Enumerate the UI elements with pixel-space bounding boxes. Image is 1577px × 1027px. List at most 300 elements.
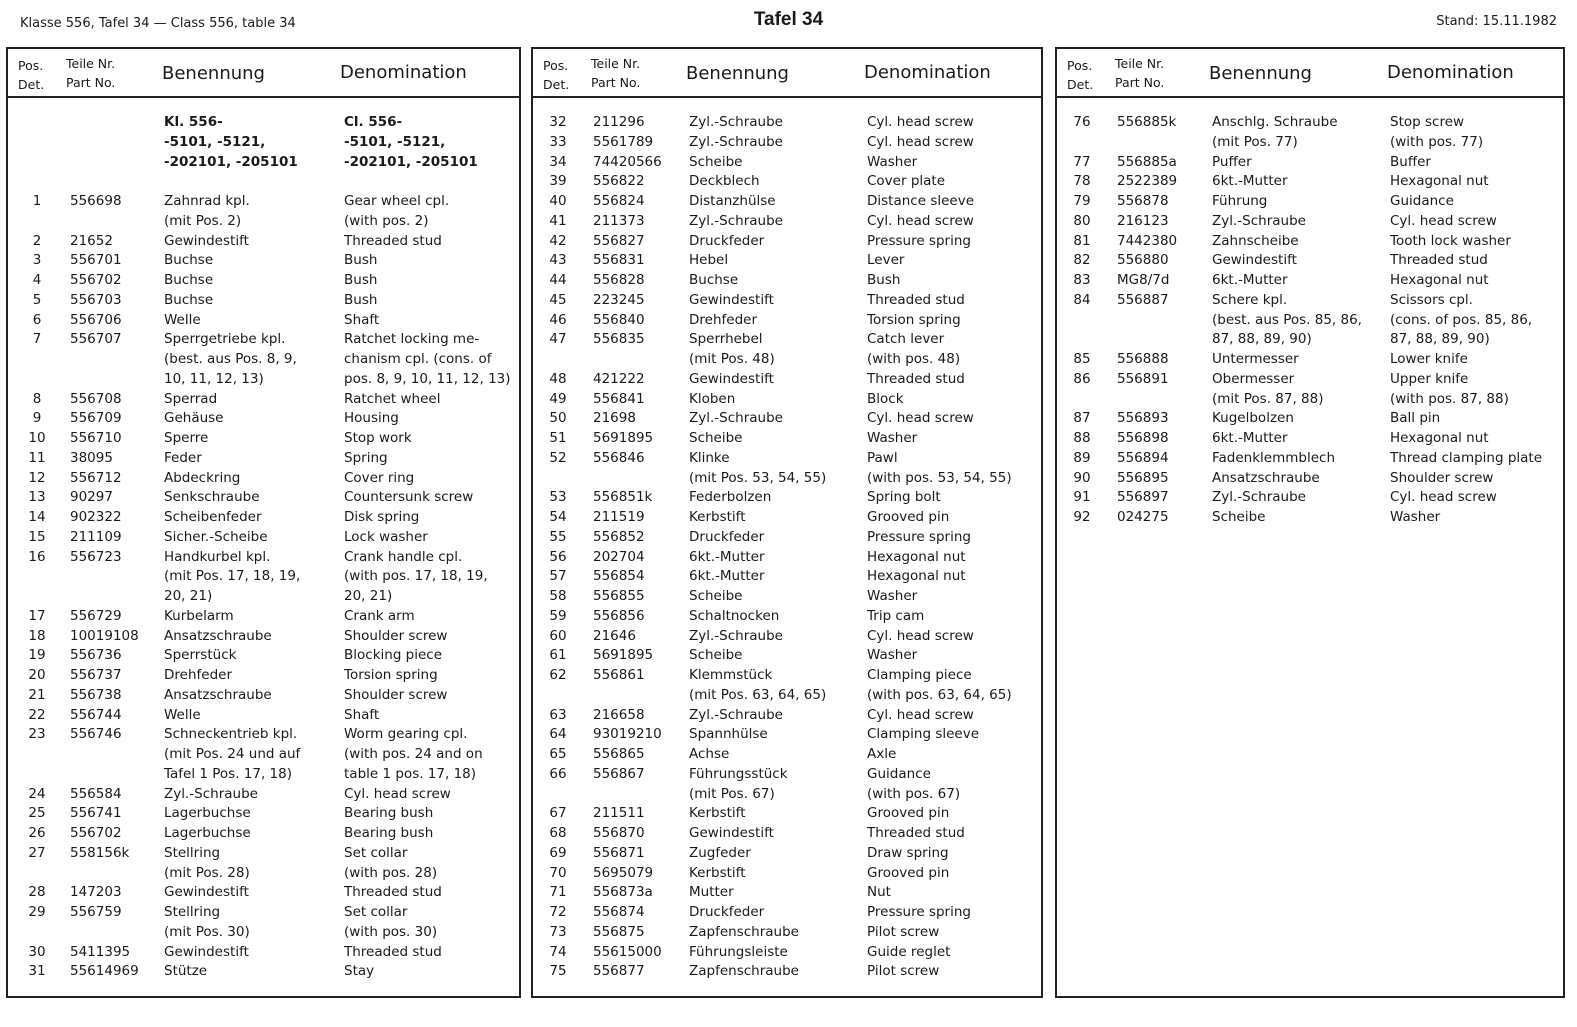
cell-pos: 7 <box>32 331 42 348</box>
cell-part-number: 556741 <box>70 805 122 822</box>
cell-pos: 75 <box>549 963 567 980</box>
cell-denomination: Washer <box>867 153 918 170</box>
cell-benennung: Sperrad <box>164 390 218 407</box>
cell-part-number: 556867 <box>593 765 645 782</box>
cell-pos: 63 <box>549 706 567 723</box>
cell-benennung: Buchse <box>164 252 214 269</box>
cell-pos: 51 <box>549 430 567 446</box>
col-teilenr-label: Teile Nr. <box>1115 56 1165 71</box>
cell-denomination: Cyl. head screw <box>867 114 974 130</box>
cell-benennung: 6kt.-Mutter <box>1212 430 1288 446</box>
table-row <box>533 706 1041 726</box>
cell-pos: 10 <box>28 430 46 446</box>
cell-denomination: Ball pin <box>1390 410 1441 427</box>
cell-benennung: Feder <box>164 449 202 466</box>
cell-pos: 45 <box>549 291 567 308</box>
cell-denomination: Cl. 556- <box>344 114 403 130</box>
cell-benennung: 6kt.-Mutter <box>1212 173 1288 190</box>
table-header <box>533 49 1041 98</box>
cell-pos: 77 <box>1073 153 1091 170</box>
cell-part-number: 556852 <box>593 528 645 545</box>
cell-denomination: Hexagonal nut <box>1390 430 1489 446</box>
cell-part-number: 556824 <box>593 193 645 209</box>
col-det-label: Det. <box>1067 77 1094 92</box>
col-pos-header <box>543 56 569 94</box>
cell-part-number: 556871 <box>593 844 645 861</box>
table-row <box>533 113 1041 133</box>
col-denomination-header: Denomination <box>864 62 991 83</box>
cell-benennung: Untermesser <box>1212 351 1299 367</box>
col-det-label: Det. <box>18 77 45 92</box>
cell-part-number: 556584 <box>70 785 122 802</box>
cell-benennung: 87, 88, 89, 90) <box>1212 331 1312 348</box>
col-teilenr-label: Teile Nr. <box>66 56 116 71</box>
cell-benennung: (mit Pos. 63, 64, 65) <box>689 686 827 703</box>
cell-pos: 40 <box>549 193 567 209</box>
table-row <box>533 765 1041 785</box>
cell-benennung: Kerbstift <box>689 805 746 822</box>
cell-denomination: (with pos. 87, 88) <box>1390 390 1509 407</box>
cell-pos: 33 <box>549 133 567 150</box>
cell-pos: 43 <box>549 252 567 269</box>
table-row <box>533 804 1041 824</box>
cell-benennung: Drehfeder <box>689 311 757 328</box>
table-row <box>1057 449 1563 469</box>
col-benennung-header: Benennung <box>686 63 789 84</box>
cell-pos: 55 <box>549 528 567 545</box>
cell-benennung: (mit Pos. 17, 18, 19, <box>164 568 301 585</box>
cell-pos: 13 <box>28 489 46 506</box>
col-partno-header <box>591 54 640 92</box>
table-row <box>533 903 1041 923</box>
table-row <box>8 903 519 923</box>
table-row <box>8 429 519 449</box>
table-row <box>8 923 519 943</box>
cell-benennung: -5101, -5121, <box>164 133 266 150</box>
cell-pos: 27 <box>28 844 46 861</box>
cell-part-number: 556851k <box>593 489 653 506</box>
cell-benennung: Drehfeder <box>164 667 232 683</box>
cell-benennung: Obermesser <box>1212 370 1295 387</box>
cell-denomination: Distance sleeve <box>867 193 975 209</box>
cell-denomination: Shoulder screw <box>344 627 448 644</box>
cell-part-number: 556831 <box>593 252 645 269</box>
col-partno-header <box>1115 54 1164 92</box>
table-row <box>8 824 519 844</box>
cell-pos: 15 <box>28 528 46 545</box>
cell-pos: 34 <box>549 153 567 170</box>
cell-part-number: 556698 <box>70 193 122 209</box>
cell-part-number: 556708 <box>70 390 122 407</box>
cell-denomination: Lever <box>867 252 905 269</box>
table-row <box>533 923 1041 943</box>
cell-part-number: 556880 <box>1117 252 1169 269</box>
cell-denomination: Cyl. head screw <box>867 410 974 427</box>
cell-benennung: Gewindestift <box>689 825 774 841</box>
cell-benennung: 6kt.-Mutter <box>689 568 765 585</box>
cell-denomination: (with pos. 2) <box>344 212 429 229</box>
cell-pos: 48 <box>549 370 567 387</box>
table-row <box>8 113 519 133</box>
cell-part-number: 216658 <box>593 706 645 723</box>
cell-denomination: Grooved pin <box>867 864 950 881</box>
cell-part-number: 556846 <box>593 449 645 466</box>
table-row <box>8 291 519 311</box>
header-class-table: Klasse 556, Tafel 34 — Class 556, table 34 <box>20 16 296 31</box>
cell-benennung: Zyl.-Schraube <box>164 785 258 802</box>
cell-denomination: Buffer <box>1390 153 1431 170</box>
table-body <box>1057 98 1563 528</box>
cell-pos: 84 <box>1073 291 1091 308</box>
cell-denomination: Cyl. head screw <box>867 133 974 150</box>
cell-part-number: 10019108 <box>70 627 139 644</box>
cell-pos: 81 <box>1073 232 1091 249</box>
cell-denomination: Axle <box>867 746 897 762</box>
cell-denomination: Grooved pin <box>867 509 950 525</box>
table-row <box>1057 508 1563 528</box>
table-row <box>533 449 1041 469</box>
cell-pos: 4 <box>32 272 42 288</box>
cell-part-number: 556736 <box>70 647 122 664</box>
cell-benennung: Druckfeder <box>689 232 765 249</box>
table-row <box>533 153 1041 173</box>
table-row <box>8 686 519 706</box>
table-row <box>1057 370 1563 390</box>
cell-benennung: Scheibe <box>689 588 743 604</box>
cell-part-number: 556712 <box>70 469 122 486</box>
table-row <box>533 212 1041 232</box>
cell-part-number: 556701 <box>70 252 122 269</box>
cell-pos: 25 <box>28 805 46 822</box>
table-row <box>533 172 1041 192</box>
table-row <box>1057 153 1563 173</box>
table-row <box>8 962 519 982</box>
cell-benennung: Senkschraube <box>164 489 260 506</box>
cell-denomination: pos. 8, 9, 10, 11, 12, 13) <box>344 370 511 387</box>
col-partno-label: Part No. <box>66 75 116 90</box>
cell-denomination: (cons. of pos. 85, 86, <box>1390 311 1533 328</box>
cell-pos: 49 <box>549 390 567 407</box>
cell-pos: 8 <box>32 390 42 407</box>
cell-benennung: Ansatzschraube <box>164 686 272 703</box>
cell-pos: 92 <box>1073 509 1091 525</box>
cell-part-number: 556702 <box>70 825 122 841</box>
cell-denomination: Pilot screw <box>867 963 940 980</box>
cell-benennung: Kl. 556- <box>164 114 223 130</box>
table-row <box>8 232 519 252</box>
cell-pos: 1 <box>32 193 42 209</box>
cell-part-number: 556895 <box>1117 469 1169 486</box>
cell-pos: 28 <box>28 884 46 901</box>
col-denomination-header: Denomination <box>1387 62 1514 83</box>
cell-benennung: Fadenklemmblech <box>1212 449 1336 466</box>
cell-part-number: 211511 <box>593 805 645 822</box>
cell-pos: 39 <box>549 173 567 190</box>
cell-part-number: 556744 <box>70 706 122 723</box>
cell-denomination: (with pos. 24 and on <box>344 746 483 762</box>
cell-denomination: Crank arm <box>344 607 415 624</box>
cell-denomination: (with pos. 53, 54, 55) <box>867 469 1012 486</box>
cell-part-number: 556729 <box>70 607 122 624</box>
cell-denomination: (with pos. 63, 64, 65) <box>867 686 1012 703</box>
table-row <box>533 548 1041 568</box>
table-row <box>533 725 1041 745</box>
cell-denomination: -202101, -205101 <box>344 153 478 170</box>
cell-benennung: Gewindestift <box>689 291 774 308</box>
table-row <box>1057 133 1563 153</box>
cell-pos: 47 <box>549 331 567 348</box>
cell-denomination: Shoulder screw <box>344 686 448 703</box>
cell-benennung: Druckfeder <box>689 904 765 920</box>
cell-part-number: 556893 <box>1117 410 1169 427</box>
cell-denomination: Set collar <box>344 904 408 920</box>
cell-benennung: Welle <box>164 706 201 723</box>
table-row <box>8 706 519 726</box>
cell-pos: 31 <box>28 963 46 980</box>
table-row <box>8 271 519 291</box>
table-row <box>1057 488 1563 508</box>
table-row <box>533 883 1041 903</box>
cell-denomination: Hexagonal nut <box>867 568 966 585</box>
cell-part-number: 556840 <box>593 311 645 328</box>
cell-denomination: Grooved pin <box>867 805 950 822</box>
table-row <box>533 528 1041 548</box>
cell-benennung: Anschlg. Schraube <box>1212 114 1338 130</box>
parts-table-panel-1 <box>6 47 521 998</box>
cell-part-number: 556702 <box>70 272 122 288</box>
cell-pos: 78 <box>1073 173 1091 190</box>
cell-pos: 6 <box>32 311 42 328</box>
cell-part-number: 556738 <box>70 686 122 703</box>
cell-part-number: 556878 <box>1117 193 1169 209</box>
table-row <box>1057 390 1563 410</box>
col-det-label: Det. <box>543 77 570 92</box>
cell-denomination: Pressure spring <box>867 904 971 920</box>
cell-denomination: Washer <box>867 588 918 604</box>
cell-part-number: 556835 <box>593 331 645 348</box>
col-partno-label: Part No. <box>591 75 641 90</box>
cell-pos: 59 <box>549 607 567 624</box>
cell-pos: 67 <box>549 805 567 822</box>
cell-benennung: Lagerbuchse <box>164 825 251 841</box>
col-teilenr-label: Teile Nr. <box>591 56 641 71</box>
cell-pos: 87 <box>1073 410 1091 427</box>
cell-benennung: Distanzhülse <box>689 193 776 209</box>
cell-denomination: Pawl <box>867 449 898 466</box>
cell-benennung: Ansatzschraube <box>1212 469 1320 486</box>
cell-benennung: Kerbstift <box>689 509 746 525</box>
cell-part-number: 556870 <box>593 825 645 841</box>
table-row-spacer <box>8 172 519 192</box>
table-row <box>8 409 519 429</box>
table-row <box>533 350 1041 370</box>
cell-denomination: Pressure spring <box>867 232 971 249</box>
table-row <box>8 133 519 153</box>
table-row <box>8 627 519 647</box>
cell-pos: 85 <box>1073 351 1091 367</box>
table-row <box>533 291 1041 311</box>
cell-benennung: Sperre <box>164 430 209 446</box>
cell-part-number: 21646 <box>593 627 636 644</box>
cell-denomination: Cyl. head screw <box>344 785 451 802</box>
table-body <box>8 98 519 982</box>
cell-pos: 90 <box>1073 469 1091 486</box>
cell-part-number: 556898 <box>1117 430 1169 446</box>
cell-benennung: Sperrgetriebe kpl. <box>164 331 286 348</box>
cell-part-number: 147203 <box>70 884 122 901</box>
cell-pos: 50 <box>549 410 567 427</box>
table-row <box>8 646 519 666</box>
table-header <box>8 49 519 98</box>
cell-pos: 30 <box>28 943 46 960</box>
cell-pos: 41 <box>549 212 567 229</box>
cell-denomination: Tooth lock washer <box>1390 232 1511 249</box>
table-row <box>533 488 1041 508</box>
cell-benennung: Sperrstück <box>164 647 237 664</box>
table-row <box>533 508 1041 528</box>
cell-benennung: Zyl.-Schraube <box>689 627 783 644</box>
cell-pos: 88 <box>1073 430 1091 446</box>
table-row <box>8 251 519 271</box>
cell-benennung: Ansatzschraube <box>164 627 272 644</box>
cell-part-number: 556827 <box>593 232 645 249</box>
cell-pos: 56 <box>549 548 567 565</box>
cell-pos: 72 <box>549 904 567 920</box>
cell-benennung: Zahnrad kpl. <box>164 193 250 209</box>
table-row <box>533 587 1041 607</box>
table-header <box>1057 49 1563 98</box>
table-row <box>533 864 1041 884</box>
cell-benennung: Zapfenschraube <box>689 923 799 940</box>
table-row <box>533 646 1041 666</box>
cell-part-number: 74420566 <box>593 153 662 170</box>
cell-part-number: 556759 <box>70 904 122 920</box>
cell-pos: 17 <box>28 607 46 624</box>
cell-denomination: Upper knife <box>1390 370 1469 387</box>
cell-part-number: 556877 <box>593 963 645 980</box>
cell-part-number: MG8/7d <box>1117 272 1170 288</box>
cell-benennung: Zugfeder <box>689 844 751 861</box>
table-row <box>533 133 1041 153</box>
cell-part-number: 55615000 <box>593 943 662 960</box>
cell-benennung: Deckblech <box>689 173 760 190</box>
cell-benennung: Stellring <box>164 904 221 920</box>
cell-part-number: 556861 <box>593 667 645 683</box>
cell-pos: 19 <box>28 647 46 664</box>
cell-pos: 29 <box>28 904 46 920</box>
cell-benennung: Zyl.-Schraube <box>1212 212 1306 229</box>
table-row <box>8 449 519 469</box>
cell-denomination: Ratchet wheel <box>344 390 441 407</box>
cell-pos: 20 <box>28 667 46 683</box>
table-row <box>1057 469 1563 489</box>
cell-benennung: Stellring <box>164 844 221 861</box>
cell-denomination: Threaded stud <box>867 825 965 841</box>
cell-denomination: Spring bolt <box>867 489 941 506</box>
cell-pos: 71 <box>549 884 567 901</box>
cell-part-number: 556828 <box>593 272 645 288</box>
cell-denomination: Torsion spring <box>867 311 961 328</box>
cell-pos: 83 <box>1073 272 1091 288</box>
col-pos-label: Pos. <box>1067 58 1093 73</box>
cell-part-number: 556710 <box>70 430 122 446</box>
cell-part-number: 223245 <box>593 291 645 308</box>
cell-pos: 91 <box>1073 489 1091 506</box>
cell-pos: 3 <box>32 252 42 269</box>
table-row <box>533 311 1041 331</box>
table-row <box>533 232 1041 252</box>
cell-pos: 54 <box>549 509 567 525</box>
table-row <box>533 824 1041 844</box>
cell-benennung: Zyl.-Schraube <box>689 706 783 723</box>
cell-benennung: Schaltnocken <box>689 607 780 624</box>
cell-denomination: Cover ring <box>344 469 415 486</box>
cell-benennung: Gewindestift <box>164 943 249 960</box>
cell-benennung: Druckfeder <box>689 528 765 545</box>
cell-pos: 42 <box>549 232 567 249</box>
cell-part-number: 556873a <box>593 884 653 901</box>
table-row <box>8 212 519 232</box>
cell-benennung: Zyl.-Schraube <box>1212 489 1306 506</box>
cell-denomination: Clamping piece <box>867 667 972 683</box>
table-row <box>8 370 519 390</box>
cell-part-number: 5561789 <box>593 133 654 150</box>
table-row <box>8 785 519 805</box>
cell-pos: 89 <box>1073 449 1091 466</box>
cell-part-number: 556865 <box>593 746 645 762</box>
header-date: Stand: 15.11.1982 <box>1436 14 1557 29</box>
cell-benennung: Buchse <box>164 291 214 308</box>
cell-denomination: Cyl. head screw <box>867 706 974 723</box>
cell-pos: 60 <box>549 627 567 644</box>
cell-benennung: (mit Pos. 30) <box>164 923 250 940</box>
cell-denomination: Shaft <box>344 706 380 723</box>
table-row <box>1057 192 1563 212</box>
cell-part-number: 21652 <box>70 232 113 249</box>
cell-benennung: Schere kpl. <box>1212 291 1288 308</box>
table-row <box>8 943 519 963</box>
cell-denomination: Washer <box>867 647 918 664</box>
table-row <box>533 370 1041 390</box>
cell-denomination: Hexagonal nut <box>1390 272 1489 288</box>
cell-benennung: Stütze <box>164 963 208 980</box>
cell-benennung: Zapfenschraube <box>689 963 799 980</box>
cell-denomination: Disk spring <box>344 509 420 525</box>
cell-pos: 64 <box>549 726 567 743</box>
table-row <box>8 330 519 350</box>
cell-benennung: (mit Pos. 48) <box>689 351 775 367</box>
col-partno-label: Part No. <box>1115 75 1165 90</box>
table-row <box>1057 350 1563 370</box>
table-row <box>8 192 519 212</box>
table-row <box>1057 251 1563 271</box>
cell-denomination: Bush <box>344 252 378 269</box>
cell-benennung: Abdeckring <box>164 469 241 486</box>
cell-part-number: 556707 <box>70 331 122 348</box>
cell-benennung: Federbolzen <box>689 489 772 506</box>
cell-part-number: 556703 <box>70 291 122 308</box>
cell-denomination: Cyl. head screw <box>1390 489 1497 506</box>
cell-pos: 70 <box>549 864 567 881</box>
cell-benennung: Zyl.-Schraube <box>689 212 783 229</box>
cell-denomination: Thread clamping plate <box>1390 449 1543 466</box>
table-row <box>1057 291 1563 311</box>
cell-pos: 79 <box>1073 193 1091 209</box>
cell-part-number: 556888 <box>1117 351 1169 367</box>
cell-denomination: Blocking piece <box>344 647 443 664</box>
col-pos-header <box>1067 56 1093 94</box>
cell-denomination: Worm gearing cpl. <box>344 726 468 743</box>
